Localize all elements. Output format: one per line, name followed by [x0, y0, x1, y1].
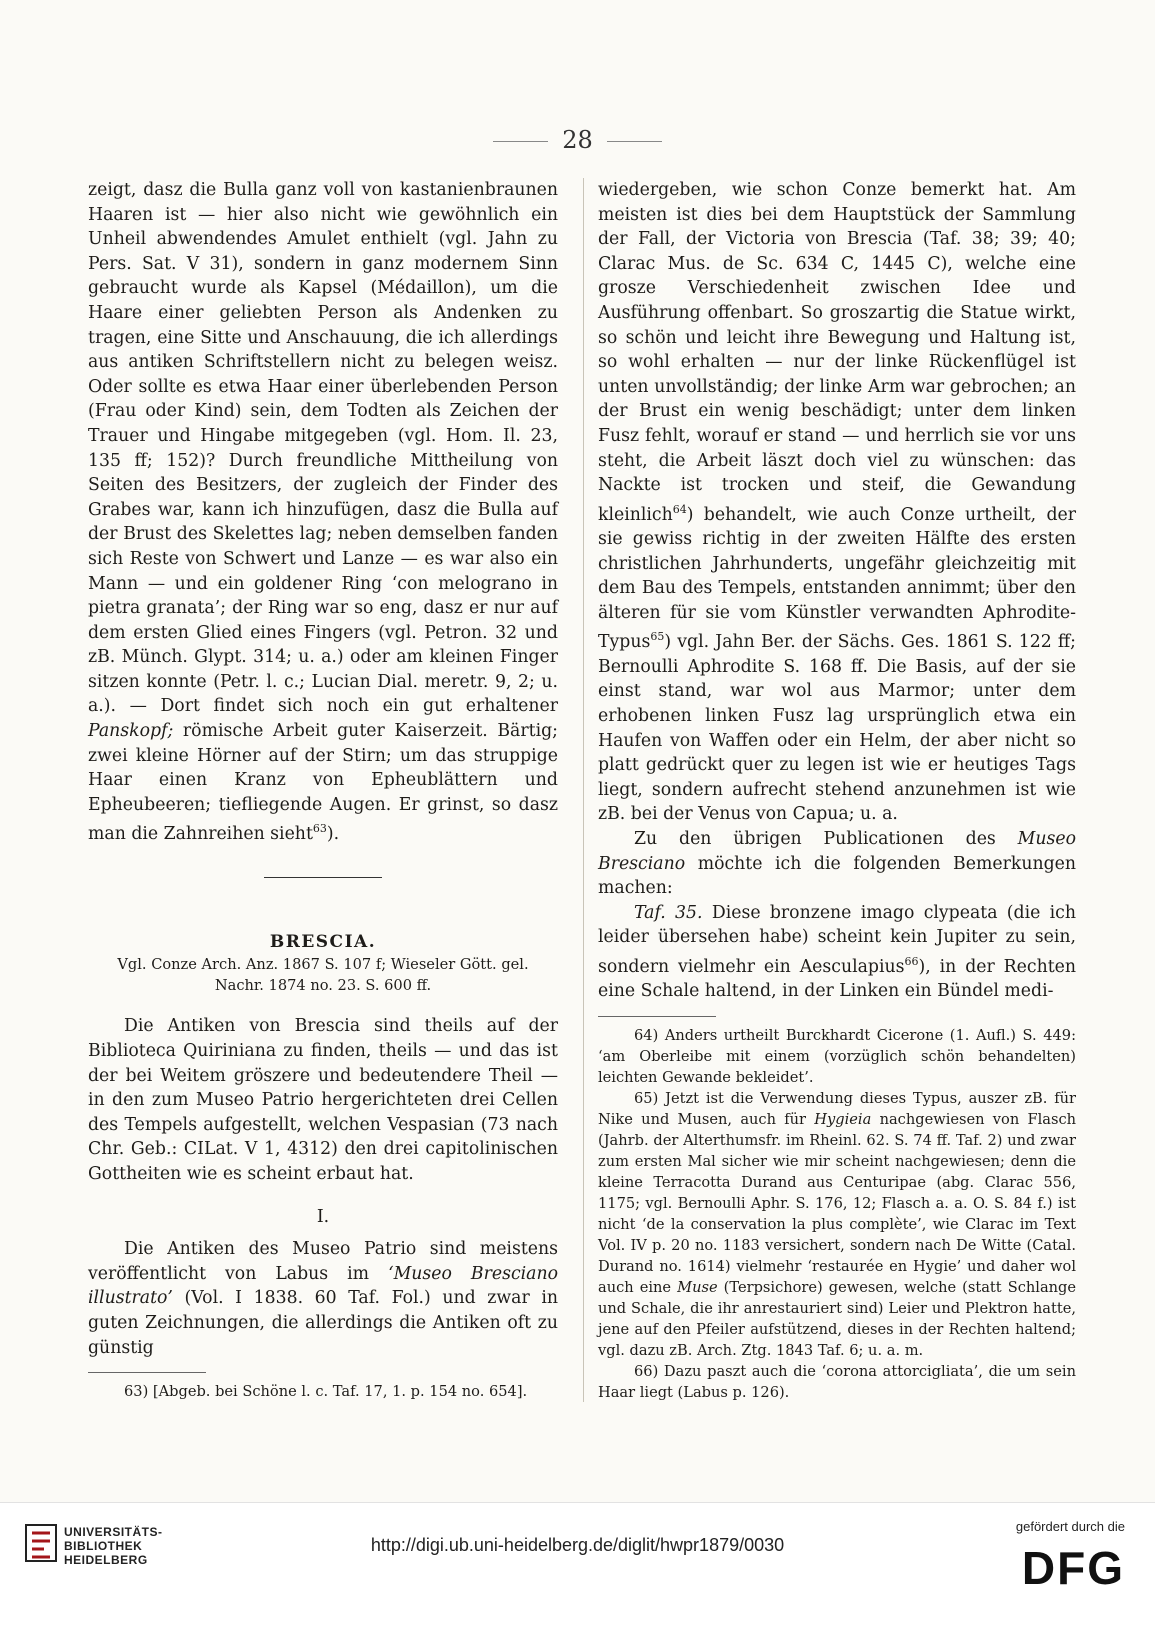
page-number-rule-right	[607, 141, 662, 142]
section-separator	[264, 877, 382, 878]
page-number-rule-left	[493, 141, 548, 142]
footnote-rule-right	[598, 1016, 716, 1017]
italic-muse: Muse	[677, 1278, 718, 1296]
left-paragraph-2: Die Antiken von Brescia sind theils auf der Biblioteca Quiriniana zu finden, theils — und das ist der bei Weitem gröszere und bedeutendere Theil — in den zum Museo Patrio hergerichteten drei Cellen des Tempels aufgestellt, welchen Vespasian (73 nach Chr. Geb.: CILat. V 1, 4312) den drei capitolinischen Gottheiten wie es scheint erbaut hat.	[88, 1016, 558, 1184]
footnote-rule-left	[88, 1372, 206, 1373]
footnote-ref-64: 64	[672, 502, 687, 516]
footnote-ref-65: 65	[650, 630, 665, 644]
footnote-65: 65) Jetzt ist die Verwendung dieses Typus, auszer zB. für Nike und Musen, auch für Hygieia nachgewiesen von Flasch (Jahrb. der Alterthumsfr. im Rheinl. 62. S. 74 ff. Taf. 2) und zwar zum ersten Mal sicher wie mir scheint nachgewiesen; denn die kleine Terracotta Durand aus Centuripae (abg. Clarac 556, 1175; vgl. Bernoulli Aphr. S. 176, 12; Flasch a. a. O. S. 84 f.) ist nicht ‘de la conservation la plus complète’, wie Clarac im Text Vol. IV p. 20 no. 1183 versichert, sondern nach De Witte (Catal. Durand no. 1614) vielmehr ‘restaurée en Hygie’ und daher wol auch eine Muse (Terpsichore) gewesen, welche (statt Schlange und Schale, die ihr anrestauriert sind) Leier und Plektron hatte, jene auf den Pfeiler aufstützend, dieses in der Rechten haltend; vgl. dazu zB. Arch. Ztg. 1843 Taf. 6; u. a. m.	[598, 1089, 1077, 1359]
section-heading-brescia: BRESCIA.	[269, 931, 377, 952]
page-number	[0, 126, 1155, 154]
taf-35-label: Taf. 35.	[634, 902, 703, 923]
column-divider	[583, 178, 584, 1402]
left-column	[88, 178, 558, 1402]
university-library-logo-text[interactable]: UNIVERSITÄTS- BIBLIOTHEK HEIDELBERG	[64, 1525, 163, 1567]
italic-museo-bresciano-2: Museo Bresciano	[598, 828, 1076, 874]
footnote-ref-63: 63	[312, 822, 327, 836]
italic-panskopf: Panskopf;	[88, 721, 174, 742]
right-column	[598, 178, 1076, 1403]
italic-hygieia: Hygieia	[814, 1110, 872, 1128]
roman-numeral: I.	[316, 1206, 330, 1227]
right-paragraph-1: wiedergeben, wie schon Conze bemerkt hat. Am meisten ist dies bei dem Hauptstück der Sammlung der Fall, der Victoria von Brescia (Taf. 38; 39; 40; Clarac Mus. de Sc. 634 C, 1445 C), welche eine grosze Verschiedenheit zwischen Idee und Ausführung offenbart. So groszartig die Statue wirkt, so schön und leicht ihre Bewegung und Haltung ist, so wohl erhalten — nur der linke Rückenflügel ist unten unvollständig; der linke Arm war gebrochen; an der Brust ein wenig beschädigt; unter dem linken Fusz fehlt, worauf er stand — und herrlich sie vor uns steht, die Arbeit läszt doch viel zu wünschen: das Nackte ist trocken und steif, die Gewandung kleinlich$^{64}$) behandelt, wie auch Conze urtheilt, der sie gewiss richtig in der zweiten Hälfte des ersten christlichen Jahrhunderts, ungefähr gleichzeitig mit dem Bau des Tempels, entstanden annimmt; über den älteren für sie vom Künstler verwandten Aphrodite-Typus$^{65}$) vgl. Jahn Ber. der Sächs. Ges. 1861 S. 122 ff; Bernoulli Aphrodite S. 168 ff. Die Basis, auf der sie einst stand, war wol aus Marmor; unter dem erhobenen linken Fusz lag ursprünglich etwa ein Haufen von Waffen oder ein Helm, der aber nicht so platt gedrückt quer zu legen ist wie er heutiges Tags liegt, sondern aufrecht stehend anzunehmen ist wie zB. bei der Venus von Capua; u. a.	[598, 180, 1076, 825]
footnote-63: 63) [Abgeb. bei Schöne l. c. Taf. 17, 1. p. 154 no. 654].	[124, 1383, 528, 1401]
footnote-ref-66: 66	[904, 954, 919, 968]
left-paragraph-3: Die Antiken des Museo Patrio sind meistens veröffentlicht von Labus im ‘Museo Bresciano illustrato’ (Vol. I 1838. 60 Taf. Fol.) und zwar in guten Zeichnungen, die allerdings die Antiken oft zu günstig	[88, 1239, 558, 1358]
italic-museo-bresciano: ‘Museo Bresciano illustrato’	[88, 1263, 558, 1309]
footnote-66: 66) Dazu paszt auch die ‘corona attorcigliata’, die um sein Haar liegt (Labus p. 126).	[598, 1362, 1076, 1401]
viewer-footer	[0, 1502, 1155, 1646]
footnote-64: 64) Anders urtheilt Burckhardt Cicerone (1. Aufl.) S. 449: ‘am Oberleibe mit einem (vorzüglich schön behandelten) leichten Gewande bekleidet’.	[598, 1026, 1076, 1086]
page-number-value: 28	[562, 126, 593, 154]
dfg-caption: gefördert durch die	[1015, 1519, 1125, 1534]
right-paragraph-3: Taf. 35. Diese bronzene imago clypeata (die ich leider übersehen habe) scheint kein Jupiter zu sein, sondern vielmehr ein Aesculapius$^{66}$), in der Rechten eine Schale haltend, in der Linken ein Bündel medi-	[598, 902, 1076, 1002]
left-paragraph-1: zeigt, dasz die Bulla ganz voll von kastanienbraunen Haaren ist — hier also nicht wie gewöhnlich ein Unheil abwendendes Amulet enthielt (vgl. Jahn zu Pers. Sat. V 31), sondern in ganz modernem Sinn gebraucht wurde als Kapsel (Médaillon), um die Haare einer geliebten Person als Andenken zu tragen, eine Sitte und Anschauung, die ich allerdings aus antiken Schriftstellern nicht zu belegen weisz. Oder sollte es etwa Haar einer überlebenden Person (Frau oder Kind) sein, dem Todten als Zeichen der Trauer und Hingabe mitgegeben (vgl. Hom. Il. 23, 135 ff; 152)? Durch freundliche Mittheilung von Seiten des Besitzers, der zugleich der Finder des Grabes war, kann ich hinzufügen, dasz die Bulla auf der Brust des Skelettes lag; neben demselben fanden sich Reste von Schwert und Lanze — es war also ein Mann — und ein goldener Ring ‘con melograno in pietra granata’; der Ring war so eng, dasz er nur auf dem ersten Glied eines Fingers (vgl. Petron. 32 und zB. Münch. Glypt. 314; u. a.) oder am kleinen Finger sitzen konnte (Petr. l. c.; Lucian Dial. meretr. 9, 2; u. a.). — Dort findet sich noch ein gut erhaltener Panskopf; römische Arbeit guter Kaiserzeit. Bärtig; zwei kleine Hörner auf der Stirn; um das struppige Haar einen Kranz von Epheublättern und Epheubeeren; tiefliegende Augen. Er grinst, so dasz man die Zahnreihen sieht$^{63}$).	[88, 180, 558, 845]
dfg-logo[interactable]: DFG	[1021, 1542, 1125, 1594]
right-paragraph-2: Zu den übrigen Publicationen des Museo Bresciano möchte ich die folgenden Bemerkungen machen:	[598, 828, 1077, 899]
literature-note: Vgl. Conze Arch. Anz. 1867 S. 107 f; Wieseler Gött. gel. Nachr. 1874 no. 23. S. 600 ff.	[117, 956, 529, 995]
document-url-link[interactable]: http://digi.ub.uni-heidelberg.de/diglit/hwpr1879/0030	[370, 1535, 785, 1555]
